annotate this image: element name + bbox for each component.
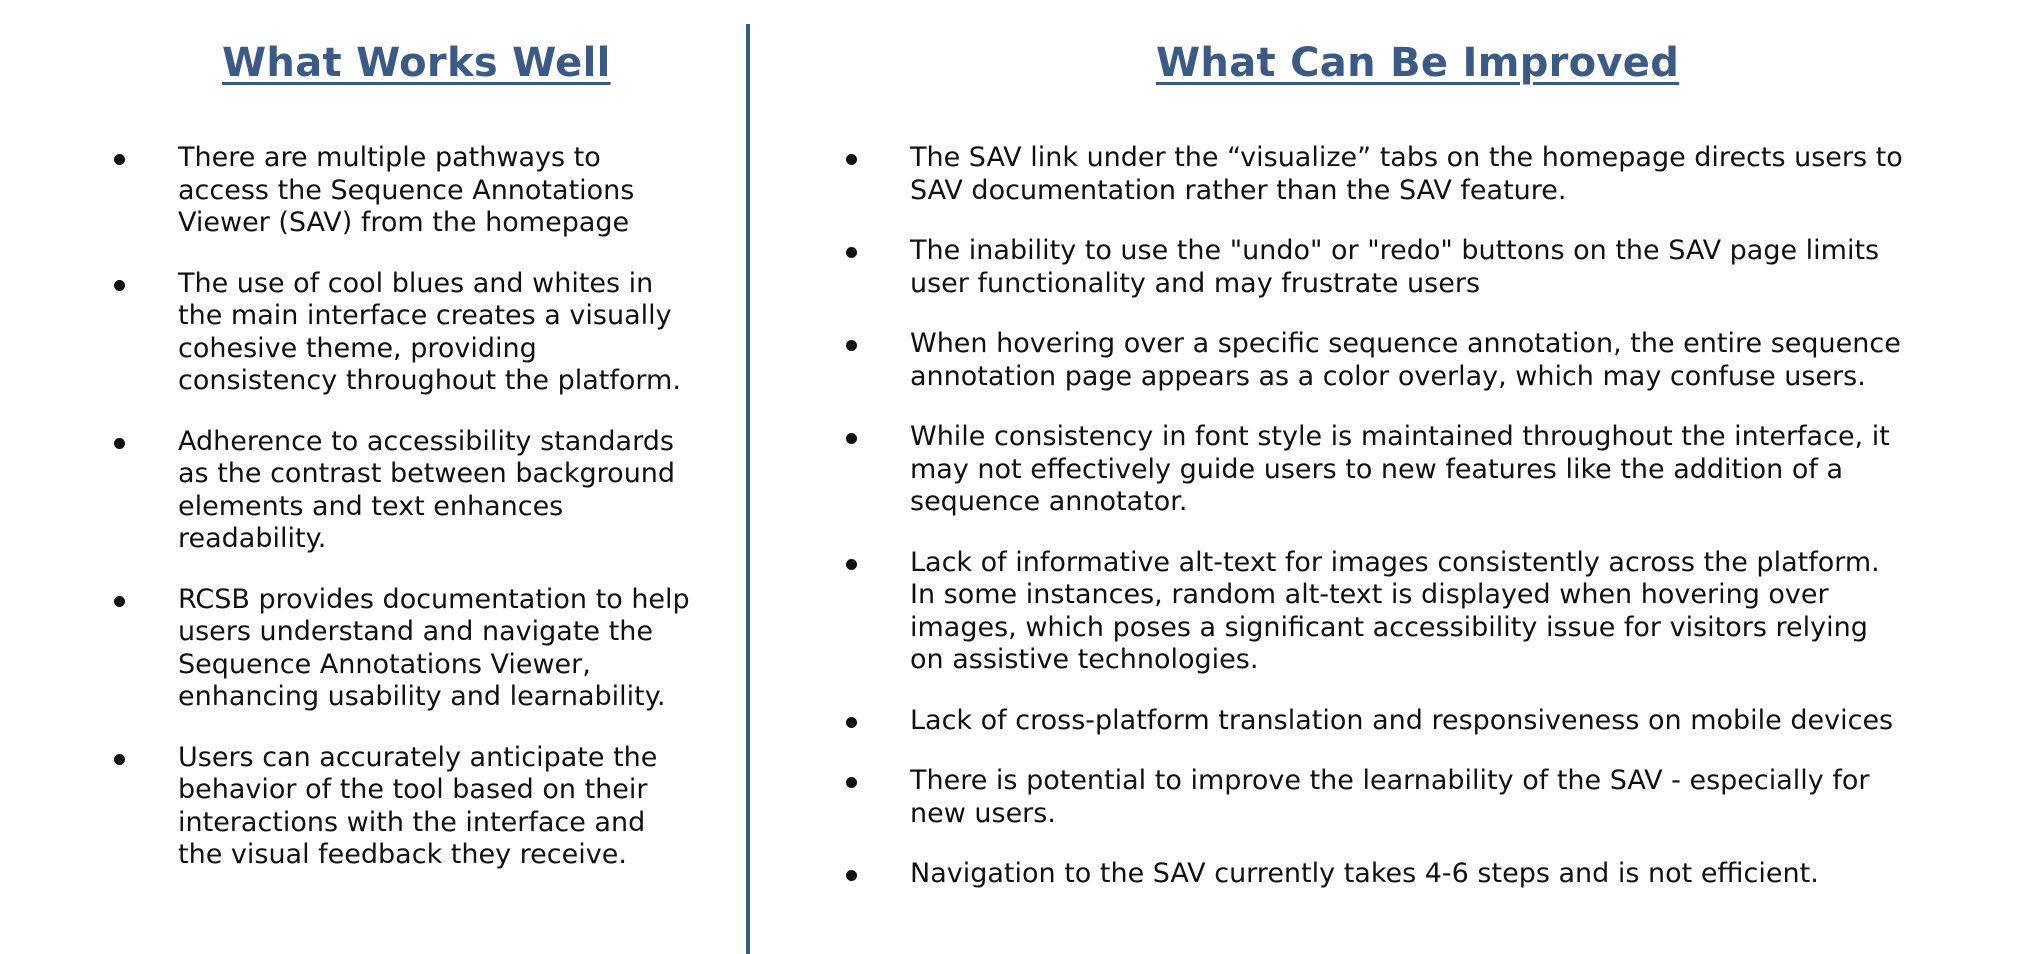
can-be-improved-item (752, 421, 1910, 519)
works-well-item (0, 742, 698, 872)
bullet-icon (846, 717, 857, 728)
bullet-icon (846, 870, 857, 881)
bullet-icon (114, 596, 125, 607)
can-be-improved-list (752, 142, 2020, 919)
works-well-list (0, 142, 748, 900)
can-be-improved-item (752, 328, 1910, 393)
can-be-improved-item (752, 858, 1910, 891)
can-be-improved-item-text: Navigation to the SAV currently takes 4-6 steps and is not efficient. (910, 858, 1819, 889)
bullet-icon (846, 433, 857, 444)
works-well-heading: What Works Well (222, 40, 611, 86)
can-be-improved-item (752, 547, 1910, 677)
can-be-improved-heading: What Can Be Improved (1156, 40, 1680, 86)
can-be-improved-item-text: The SAV link under the “visualize” tabs on the homepage directs users to SAV documentation rather than the SAV feature. (910, 142, 1903, 206)
works-well-item-text: Adherence to accessibility standards as the contrast between background elements and text enhances readability. (178, 425, 676, 554)
works-well-item-text: There are multiple pathways to access the Sequence Annotations Viewer (SAV) from the homepage (178, 142, 635, 238)
bullet-icon (114, 754, 125, 765)
works-well-item-text: RCSB provides documentation to help users understand and navigate the Sequence Annotations Viewer, enhancing usability and learnability. (178, 583, 690, 712)
bullet-icon (114, 438, 125, 449)
can-be-improved-item-text: There is potential to improve the learnability of the SAV - especially for new users. (910, 765, 1870, 829)
works-well-item (0, 426, 698, 556)
works-well-item-text: Users can accurately anticipate the behavior of the tool based on their interactions with the interface and the visual feedback they receive. (178, 741, 658, 870)
works-well-item (0, 268, 698, 398)
can-be-improved-item-text: Lack of cross-platform translation and responsiveness on mobile devices (910, 704, 1894, 736)
can-be-improved-item (752, 705, 1910, 738)
column-divider (746, 24, 750, 954)
can-be-improved-item (752, 142, 1910, 207)
can-be-improved-item (752, 235, 1910, 300)
bullet-icon (846, 247, 857, 258)
bullet-icon (846, 340, 857, 351)
can-be-improved-item-text: While consistency in font style is maintained throughout the interface, it may not effectively guide users to new features like the addition of a sequence annotator. (910, 421, 1890, 517)
can-be-improved-item-text: Lack of informative alt-text for images consistently across the platform. In some instances, random alt-text is displayed when hovering over images, which poses a significant accessibility issue for visitors relying on assistive technologies. (910, 546, 1880, 675)
bullet-icon (114, 280, 125, 291)
bullet-icon (846, 777, 857, 788)
works-well-item (0, 584, 698, 714)
bullet-icon (114, 154, 125, 165)
can-be-improved-item-text: When hovering over a specific sequence annotation, the entire sequence annotation page appears as a color overlay, which may confuse users. (910, 328, 1901, 392)
bullet-icon (846, 154, 857, 165)
works-well-item (0, 142, 698, 240)
can-be-improved-item (752, 765, 1910, 830)
works-well-item-text: The use of cool blues and whites in the main interface creates a visually cohesive theme, providing consistency throughout the platform. (178, 267, 681, 396)
bullet-icon (846, 559, 857, 570)
can-be-improved-item-text: The inability to use the "undo" or "redo" buttons on the SAV page limits user functionality and may frustrate users (910, 235, 1880, 299)
